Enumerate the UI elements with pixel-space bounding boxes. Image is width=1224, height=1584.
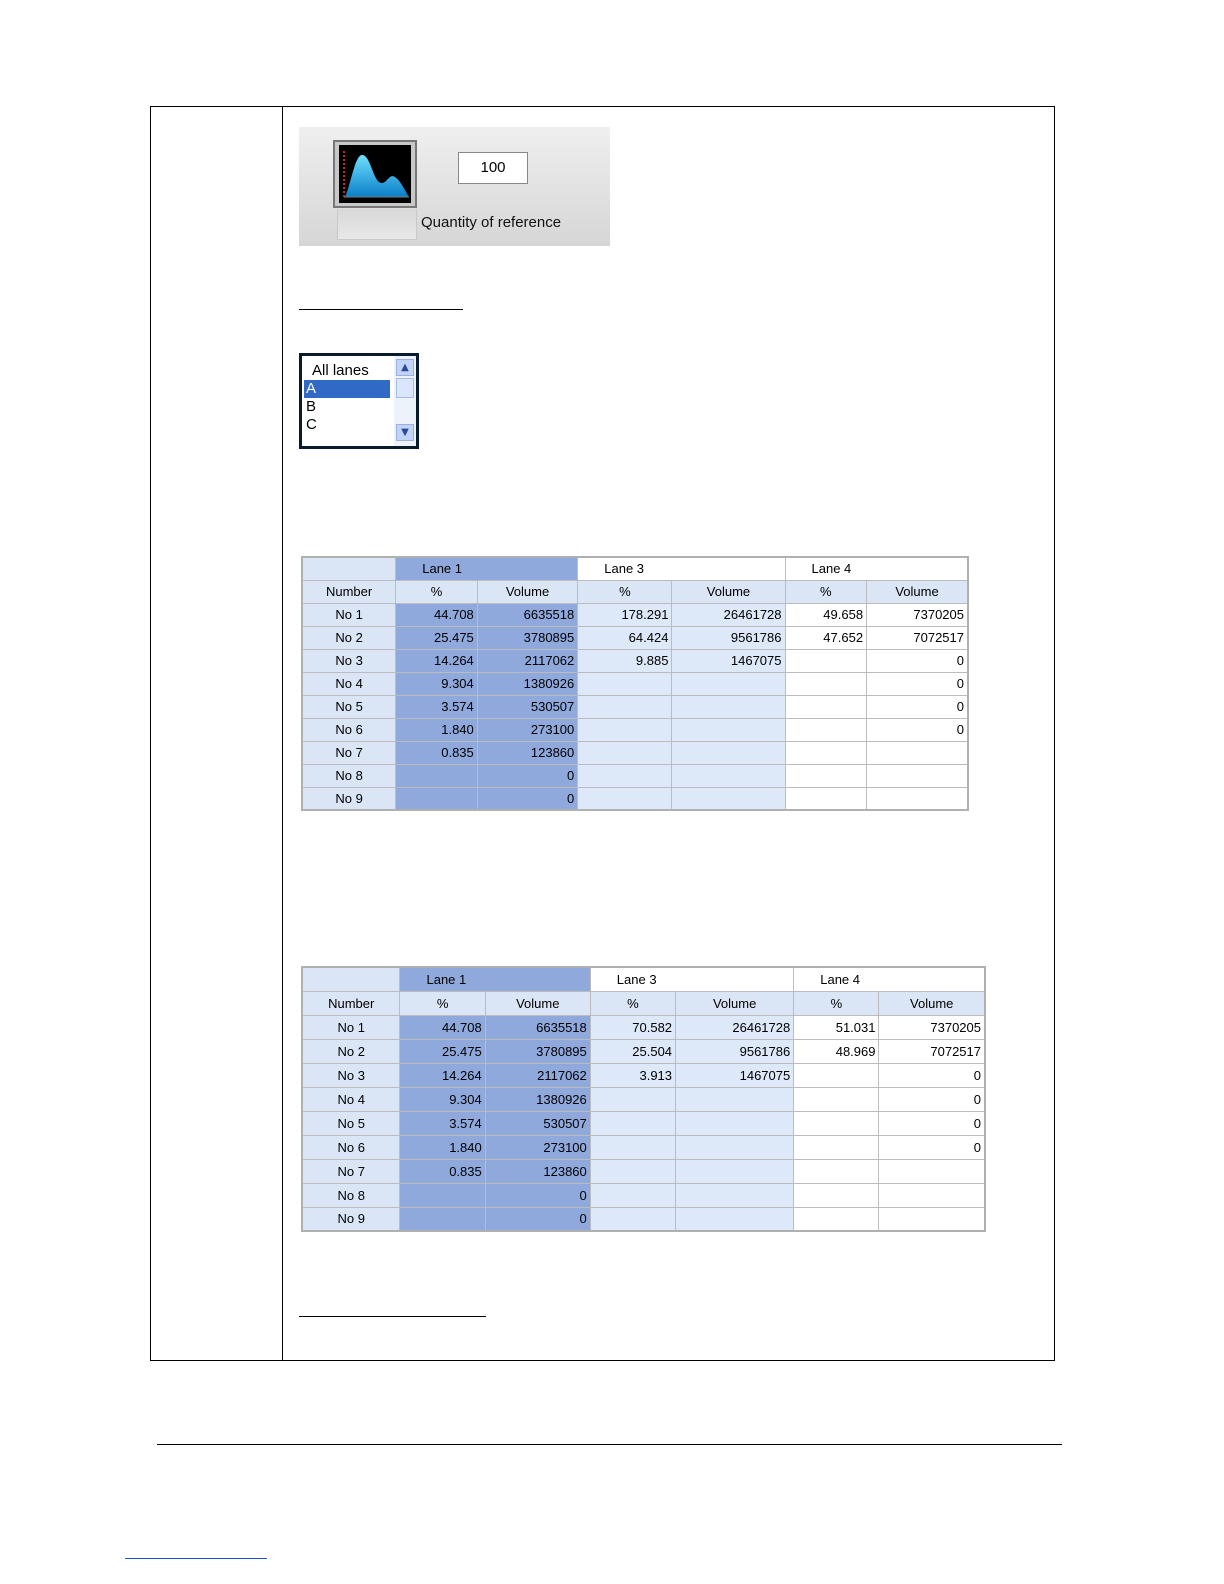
data-cell[interactable] <box>676 1159 794 1183</box>
data-cell[interactable] <box>672 741 785 764</box>
quantity-label: Quantity of reference <box>421 214 562 231</box>
data-cell[interactable]: 64.424 <box>578 626 672 649</box>
data-cell[interactable] <box>676 1135 794 1159</box>
data-cell[interactable] <box>578 695 672 718</box>
data-cell[interactable]: 3780895 <box>477 626 577 649</box>
data-cell[interactable]: 70.582 <box>590 1015 675 1039</box>
data-cell[interactable] <box>867 787 968 810</box>
data-cell[interactable]: 1380926 <box>485 1087 590 1111</box>
data-cell[interactable] <box>590 1183 675 1207</box>
table-row <box>302 1039 985 1063</box>
column-header: Volume <box>672 580 785 603</box>
data-cell[interactable]: 1.840 <box>396 718 478 741</box>
data-cell[interactable] <box>590 1159 675 1183</box>
row-label[interactable]: No 4 <box>302 1087 400 1111</box>
data-cell[interactable]: 3780895 <box>485 1039 590 1063</box>
data-cell[interactable]: 0 <box>485 1183 590 1207</box>
table-row <box>302 718 968 741</box>
data-cell[interactable] <box>794 1135 879 1159</box>
data-cell[interactable] <box>867 764 968 787</box>
column-header: Volume <box>879 991 985 1015</box>
data-cell[interactable]: 1.840 <box>400 1135 485 1159</box>
data-cell[interactable] <box>785 787 867 810</box>
data-cell[interactable] <box>785 649 867 672</box>
row-label[interactable]: No 1 <box>302 603 396 626</box>
quantity-input[interactable]: 100 <box>458 152 528 184</box>
data-cell[interactable]: 123860 <box>485 1159 590 1183</box>
row-label[interactable]: No 3 <box>302 1063 400 1087</box>
data-cell[interactable]: 0 <box>867 695 968 718</box>
lane-header[interactable]: Lane 3 <box>590 967 793 991</box>
data-cell[interactable] <box>676 1087 794 1111</box>
data-cell[interactable] <box>672 787 785 810</box>
data-cell[interactable]: 3.574 <box>400 1111 485 1135</box>
table-row <box>302 672 968 695</box>
data-cell[interactable]: 14.264 <box>396 649 478 672</box>
data-cell[interactable]: 26461728 <box>676 1015 794 1039</box>
data-cell[interactable]: 273100 <box>485 1135 590 1159</box>
data-cell[interactable] <box>396 764 478 787</box>
data-cell[interactable] <box>672 695 785 718</box>
column-header: Volume <box>477 580 577 603</box>
data-cell[interactable]: 0.835 <box>400 1159 485 1183</box>
row-label[interactable]: No 8 <box>302 764 396 787</box>
data-cell[interactable]: 25.475 <box>400 1039 485 1063</box>
data-cell[interactable]: 178.291 <box>578 603 672 626</box>
table-row <box>302 1159 985 1183</box>
row-label[interactable]: No 1 <box>302 1015 400 1039</box>
row-label[interactable]: No 7 <box>302 1159 400 1183</box>
data-cell[interactable] <box>396 787 478 810</box>
data-cell[interactable] <box>400 1183 485 1207</box>
data-cell[interactable] <box>578 787 672 810</box>
column-header: % <box>590 991 675 1015</box>
quantity-panel <box>299 127 610 246</box>
data-cell[interactable] <box>672 672 785 695</box>
data-cell[interactable] <box>578 672 672 695</box>
data-cell[interactable]: 0 <box>867 718 968 741</box>
data-cell[interactable] <box>676 1183 794 1207</box>
table-row <box>302 764 968 787</box>
row-label[interactable]: No 9 <box>302 787 396 810</box>
data-cell[interactable] <box>578 718 672 741</box>
data-cell[interactable] <box>785 695 867 718</box>
data-cell[interactable]: 9561786 <box>672 626 785 649</box>
data-cell[interactable]: 7370205 <box>879 1015 985 1039</box>
corner-cell <box>302 557 396 580</box>
data-cell[interactable]: 14.264 <box>400 1063 485 1087</box>
row-label[interactable]: No 2 <box>302 1039 400 1063</box>
table-row <box>302 787 968 810</box>
lane-header[interactable]: Lane 1 <box>400 967 590 991</box>
list-item[interactable]: B <box>306 398 317 415</box>
column-header: % <box>396 580 478 603</box>
section-underline <box>299 309 463 310</box>
table-row <box>302 1015 985 1039</box>
table-row <box>302 1087 985 1111</box>
column-divider <box>282 107 283 1360</box>
chevron-up-icon[interactable]: ▲ <box>396 359 414 376</box>
table-row <box>302 1111 985 1135</box>
data-cell[interactable] <box>794 1087 879 1111</box>
table-row <box>302 1183 985 1207</box>
data-cell[interactable] <box>794 1183 879 1207</box>
column-header: % <box>794 991 879 1015</box>
corner-cell <box>302 967 400 991</box>
scrollbar-thumb[interactable] <box>396 378 414 398</box>
column-header: Number <box>302 991 400 1015</box>
data-cell[interactable] <box>785 718 867 741</box>
lane-listbox[interactable] <box>299 353 419 449</box>
row-label[interactable]: No 9 <box>302 1207 400 1231</box>
data-cell[interactable]: 3.913 <box>590 1063 675 1087</box>
data-cell[interactable]: 6635518 <box>485 1015 590 1039</box>
column-header: % <box>400 991 485 1015</box>
listbox-scrollbar[interactable] <box>394 356 416 446</box>
data-cell[interactable] <box>879 1159 985 1183</box>
data-cell[interactable] <box>879 1207 985 1231</box>
row-label[interactable]: No 5 <box>302 1111 400 1135</box>
data-cell[interactable] <box>672 718 785 741</box>
table-row <box>302 1135 985 1159</box>
column-header: Volume <box>676 991 794 1015</box>
quantity-reference-button[interactable] <box>333 140 417 208</box>
data-cell[interactable]: 44.708 <box>400 1015 485 1039</box>
row-label[interactable]: No 5 <box>302 695 396 718</box>
lane-table-after <box>301 966 986 1232</box>
data-cell[interactable]: 9.304 <box>400 1087 485 1111</box>
lane-header[interactable]: Lane 4 <box>785 557 968 580</box>
data-cell[interactable] <box>676 1207 794 1231</box>
list-item[interactable]: C <box>306 416 317 433</box>
data-cell[interactable]: 48.969 <box>794 1039 879 1063</box>
data-cell[interactable]: 530507 <box>477 695 577 718</box>
data-cell[interactable] <box>785 672 867 695</box>
data-cell[interactable]: 0 <box>477 764 577 787</box>
data-cell[interactable]: 2117062 <box>477 649 577 672</box>
data-cell[interactable] <box>672 764 785 787</box>
data-cell[interactable]: 9561786 <box>676 1039 794 1063</box>
button-reflection <box>337 209 417 240</box>
lane-header[interactable]: Lane 3 <box>578 557 785 580</box>
data-cell[interactable] <box>590 1111 675 1135</box>
data-cell[interactable]: 6635518 <box>477 603 577 626</box>
data-cell[interactable] <box>867 741 968 764</box>
column-header: % <box>578 580 672 603</box>
data-cell[interactable]: 25.475 <box>396 626 478 649</box>
data-cell[interactable]: 44.708 <box>396 603 478 626</box>
row-label[interactable]: No 4 <box>302 672 396 695</box>
row-label[interactable]: No 7 <box>302 741 396 764</box>
footer-link-underline[interactable] <box>125 1558 267 1559</box>
data-cell[interactable]: 0 <box>867 649 968 672</box>
data-cell[interactable] <box>794 1207 879 1231</box>
data-cell[interactable] <box>590 1087 675 1111</box>
data-cell[interactable]: 0 <box>879 1063 985 1087</box>
row-label[interactable]: No 3 <box>302 649 396 672</box>
data-cell[interactable]: 1467075 <box>676 1063 794 1087</box>
data-cell[interactable] <box>785 741 867 764</box>
column-header: Volume <box>867 580 968 603</box>
table-row <box>302 649 968 672</box>
chevron-down-icon[interactable]: ▼ <box>396 424 414 441</box>
row-label[interactable]: No 2 <box>302 626 396 649</box>
data-cell[interactable] <box>400 1207 485 1231</box>
row-label[interactable]: No 8 <box>302 1183 400 1207</box>
data-cell[interactable]: 530507 <box>485 1111 590 1135</box>
data-cell[interactable] <box>590 1135 675 1159</box>
data-cell[interactable] <box>785 764 867 787</box>
data-cell[interactable]: 9.885 <box>578 649 672 672</box>
table-row <box>302 626 968 649</box>
data-cell[interactable]: 7072517 <box>867 626 968 649</box>
data-cell[interactable] <box>794 1159 879 1183</box>
data-cell[interactable]: 1467075 <box>672 649 785 672</box>
data-cell[interactable] <box>794 1063 879 1087</box>
column-header: Number <box>302 580 396 603</box>
data-cell[interactable] <box>676 1111 794 1135</box>
data-cell[interactable]: 0.835 <box>396 741 478 764</box>
lane-header[interactable]: Lane 4 <box>794 967 985 991</box>
data-cell[interactable] <box>879 1183 985 1207</box>
data-cell[interactable]: 7072517 <box>879 1039 985 1063</box>
data-cell[interactable]: 51.031 <box>794 1015 879 1039</box>
table-row <box>302 1063 985 1087</box>
data-cell[interactable]: 0 <box>879 1111 985 1135</box>
row-label[interactable]: No 6 <box>302 718 396 741</box>
data-cell[interactable]: 1380926 <box>477 672 577 695</box>
table-row <box>302 695 968 718</box>
data-cell[interactable] <box>794 1111 879 1135</box>
lane-header[interactable]: Lane 1 <box>396 557 578 580</box>
column-header: Volume <box>485 991 590 1015</box>
table-row <box>302 1207 985 1231</box>
section-underline <box>299 1316 486 1317</box>
data-cell[interactable]: 9.304 <box>396 672 478 695</box>
data-cell[interactable] <box>578 741 672 764</box>
data-cell[interactable]: 49.658 <box>785 603 867 626</box>
data-cell[interactable]: 0 <box>879 1135 985 1159</box>
data-cell[interactable]: 47.652 <box>785 626 867 649</box>
footer-rule <box>157 1444 1062 1445</box>
peak-chart-icon <box>339 145 411 203</box>
data-cell[interactable]: 0 <box>485 1207 590 1231</box>
data-cell[interactable]: 0 <box>879 1087 985 1111</box>
data-cell[interactable] <box>578 764 672 787</box>
row-label[interactable]: No 6 <box>302 1135 400 1159</box>
data-cell[interactable]: 26461728 <box>672 603 785 626</box>
data-cell[interactable]: 2117062 <box>485 1063 590 1087</box>
data-cell[interactable]: 273100 <box>477 718 577 741</box>
data-cell[interactable]: 3.574 <box>396 695 478 718</box>
data-cell[interactable]: 0 <box>867 672 968 695</box>
data-cell[interactable]: 0 <box>477 787 577 810</box>
data-cell[interactable]: 25.504 <box>590 1039 675 1063</box>
table-row <box>302 741 968 764</box>
data-cell[interactable] <box>590 1207 675 1231</box>
column-header: % <box>785 580 867 603</box>
list-item[interactable]: All lanes <box>312 362 369 379</box>
data-cell[interactable]: 123860 <box>477 741 577 764</box>
lane-table-before <box>301 556 969 811</box>
list-item-selected[interactable]: A <box>304 380 390 398</box>
table-row <box>302 603 968 626</box>
data-cell[interactable]: 7370205 <box>867 603 968 626</box>
